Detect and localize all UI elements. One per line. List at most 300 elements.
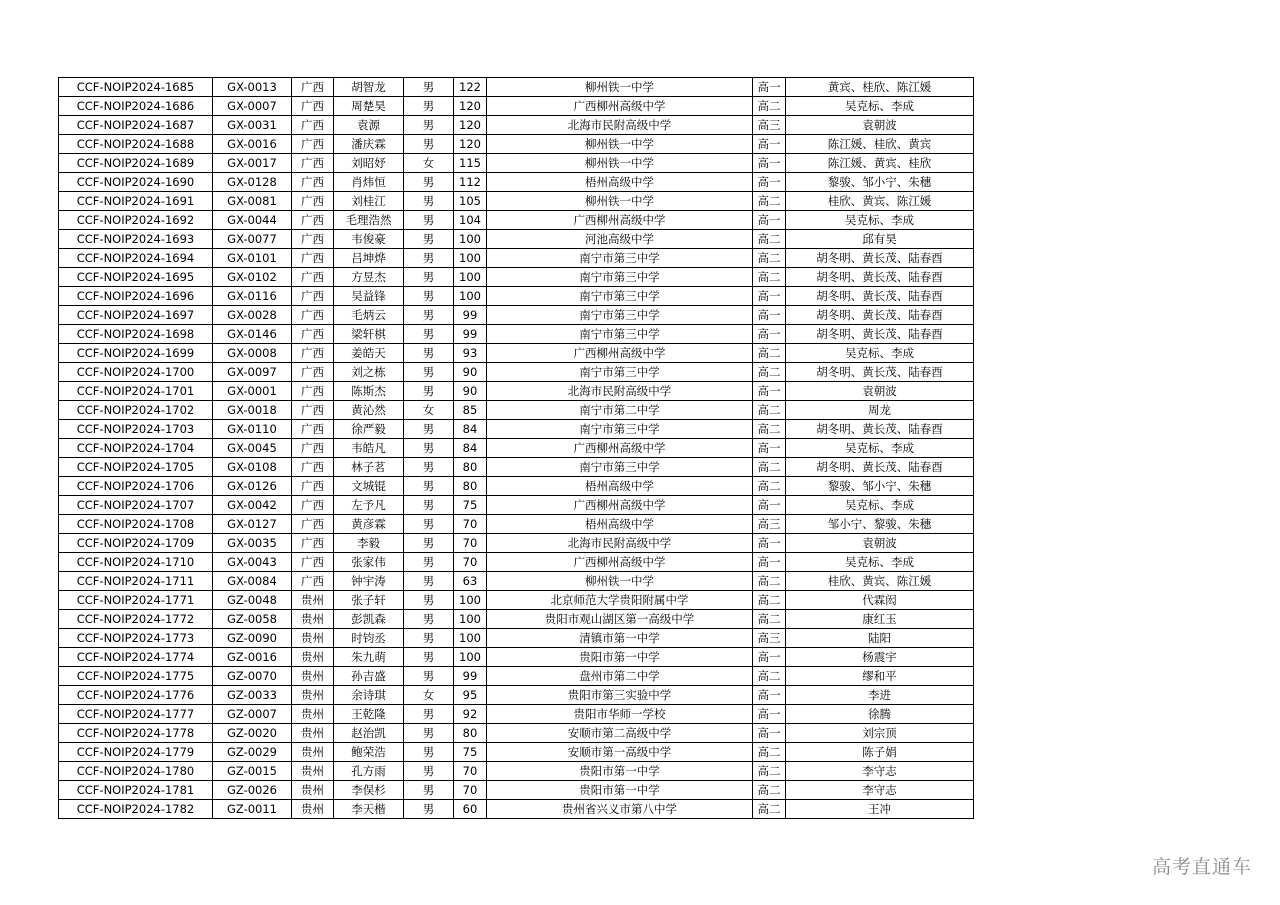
- school-cell: 广西柳州高级中学: [487, 496, 753, 515]
- cert-id-cell: CCF-NOIP2024-1695: [59, 268, 213, 287]
- score-cell: 99: [454, 306, 487, 325]
- score-cell: 84: [454, 420, 487, 439]
- name-cell: 黄彦霖: [334, 515, 404, 534]
- exam-id-cell: GX-0044: [213, 211, 292, 230]
- table-row: [59, 287, 974, 306]
- grade-cell: 高三: [753, 515, 786, 534]
- score-cell: 100: [454, 629, 487, 648]
- province-cell: 广西: [292, 192, 334, 211]
- province-cell: 广西: [292, 97, 334, 116]
- cert-id-cell: CCF-NOIP2024-1775: [59, 667, 213, 686]
- coach-cell: 徐腾: [786, 705, 974, 724]
- table-row: [59, 686, 974, 705]
- score-cell: 70: [454, 762, 487, 781]
- cert-id-cell: CCF-NOIP2024-1693: [59, 230, 213, 249]
- school-cell: 安顺市第二高级中学: [487, 724, 753, 743]
- gender-cell: 男: [404, 439, 454, 458]
- score-cell: 70: [454, 534, 487, 553]
- exam-id-cell: GX-0016: [213, 135, 292, 154]
- grade-cell: 高二: [753, 610, 786, 629]
- school-cell: 南宁市第三中学: [487, 458, 753, 477]
- province-cell: 广西: [292, 287, 334, 306]
- coach-cell: 李进: [786, 686, 974, 705]
- gender-cell: 男: [404, 477, 454, 496]
- province-cell: 广西: [292, 173, 334, 192]
- exam-id-cell: GX-0128: [213, 173, 292, 192]
- grade-cell: 高二: [753, 420, 786, 439]
- province-cell: 广西: [292, 572, 334, 591]
- name-cell: 鲍荣浩: [334, 743, 404, 762]
- gender-cell: 男: [404, 534, 454, 553]
- gender-cell: 男: [404, 515, 454, 534]
- exam-id-cell: GZ-0033: [213, 686, 292, 705]
- cert-id-cell: CCF-NOIP2024-1698: [59, 325, 213, 344]
- province-cell: 贵州: [292, 648, 334, 667]
- coach-cell: 陈江媛、黄宾、桂欣: [786, 154, 974, 173]
- coach-cell: 胡冬明、黄长茂、陆春酉: [786, 287, 974, 306]
- coach-cell: 袁朝波: [786, 534, 974, 553]
- grade-cell: 高二: [753, 97, 786, 116]
- school-cell: 柳州铁一中学: [487, 78, 753, 97]
- name-cell: 左予凡: [334, 496, 404, 515]
- grade-cell: 高一: [753, 648, 786, 667]
- name-cell: 钟宇涛: [334, 572, 404, 591]
- grade-cell: 高一: [753, 135, 786, 154]
- grade-cell: 高一: [753, 705, 786, 724]
- province-cell: 贵州: [292, 686, 334, 705]
- cert-id-cell: CCF-NOIP2024-1705: [59, 458, 213, 477]
- province-cell: 广西: [292, 363, 334, 382]
- table-row: [59, 211, 974, 230]
- exam-id-cell: GX-0110: [213, 420, 292, 439]
- exam-id-cell: GX-0101: [213, 249, 292, 268]
- grade-cell: 高二: [753, 667, 786, 686]
- grade-cell: 高二: [753, 477, 786, 496]
- coach-cell: 缪和平: [786, 667, 974, 686]
- province-cell: 广西: [292, 211, 334, 230]
- table-row: [59, 762, 974, 781]
- exam-id-cell: GZ-0015: [213, 762, 292, 781]
- score-cell: 90: [454, 382, 487, 401]
- exam-id-cell: GX-0108: [213, 458, 292, 477]
- table-row: [59, 629, 974, 648]
- gender-cell: 男: [404, 287, 454, 306]
- gender-cell: 男: [404, 648, 454, 667]
- exam-id-cell: GX-0035: [213, 534, 292, 553]
- grade-cell: 高一: [753, 287, 786, 306]
- school-cell: 贵阳市华师一学校: [487, 705, 753, 724]
- gender-cell: 男: [404, 724, 454, 743]
- cert-id-cell: CCF-NOIP2024-1776: [59, 686, 213, 705]
- table-row: [59, 477, 974, 496]
- table-row: [59, 154, 974, 173]
- table-row: [59, 306, 974, 325]
- coach-cell: 杨震宇: [786, 648, 974, 667]
- table-row: [59, 534, 974, 553]
- gender-cell: 男: [404, 553, 454, 572]
- cert-id-cell: CCF-NOIP2024-1708: [59, 515, 213, 534]
- cert-id-cell: CCF-NOIP2024-1781: [59, 781, 213, 800]
- score-cell: 115: [454, 154, 487, 173]
- school-cell: 南宁市第三中学: [487, 306, 753, 325]
- exam-id-cell: GZ-0026: [213, 781, 292, 800]
- coach-cell: 吴克标、李成: [786, 211, 974, 230]
- province-cell: 广西: [292, 515, 334, 534]
- score-cell: 104: [454, 211, 487, 230]
- gender-cell: 男: [404, 781, 454, 800]
- name-cell: 刘桂江: [334, 192, 404, 211]
- name-cell: 李毅: [334, 534, 404, 553]
- gender-cell: 男: [404, 743, 454, 762]
- exam-id-cell: GX-0008: [213, 344, 292, 363]
- province-cell: 广西: [292, 382, 334, 401]
- school-cell: 广西柳州高级中学: [487, 439, 753, 458]
- table-row: [59, 268, 974, 287]
- grade-cell: 高一: [753, 382, 786, 401]
- province-cell: 广西: [292, 230, 334, 249]
- score-cell: 75: [454, 743, 487, 762]
- score-cell: 63: [454, 572, 487, 591]
- score-cell: 112: [454, 173, 487, 192]
- school-cell: 河池高级中学: [487, 230, 753, 249]
- school-cell: 北海市民附高级中学: [487, 534, 753, 553]
- exam-id-cell: GX-0097: [213, 363, 292, 382]
- score-cell: 93: [454, 344, 487, 363]
- score-cell: 70: [454, 553, 487, 572]
- coach-cell: 胡冬明、黄长茂、陆春酉: [786, 420, 974, 439]
- gender-cell: 男: [404, 591, 454, 610]
- school-cell: 南宁市第三中学: [487, 363, 753, 382]
- coach-cell: 桂欣、黄宾、陈江媛: [786, 572, 974, 591]
- cert-id-cell: CCF-NOIP2024-1694: [59, 249, 213, 268]
- province-cell: 贵州: [292, 800, 334, 819]
- name-cell: 孔方雨: [334, 762, 404, 781]
- gender-cell: 男: [404, 306, 454, 325]
- school-cell: 南宁市第三中学: [487, 420, 753, 439]
- score-cell: 100: [454, 591, 487, 610]
- score-cell: 95: [454, 686, 487, 705]
- school-cell: 广西柳州高级中学: [487, 344, 753, 363]
- coach-cell: 黄宾、桂欣、陈江媛: [786, 78, 974, 97]
- score-cell: 85: [454, 401, 487, 420]
- province-cell: 贵州: [292, 610, 334, 629]
- score-cell: 100: [454, 287, 487, 306]
- exam-id-cell: GX-0126: [213, 477, 292, 496]
- province-cell: 广西: [292, 154, 334, 173]
- watermark: 高考直通车: [1151, 856, 1252, 878]
- coach-cell: 李守志: [786, 781, 974, 800]
- grade-cell: 高三: [753, 116, 786, 135]
- name-cell: 韦俊豪: [334, 230, 404, 249]
- school-cell: 南宁市第三中学: [487, 268, 753, 287]
- gender-cell: 男: [404, 192, 454, 211]
- table-row: [59, 116, 974, 135]
- school-cell: 梧州高级中学: [487, 173, 753, 192]
- cert-id-cell: CCF-NOIP2024-1700: [59, 363, 213, 382]
- coach-cell: 胡冬明、黄长茂、陆春酉: [786, 249, 974, 268]
- coach-cell: 吴克标、李成: [786, 553, 974, 572]
- grade-cell: 高二: [753, 762, 786, 781]
- table-row: [59, 325, 974, 344]
- cert-id-cell: CCF-NOIP2024-1702: [59, 401, 213, 420]
- name-cell: 徐严毅: [334, 420, 404, 439]
- name-cell: 刘昭妤: [334, 154, 404, 173]
- coach-cell: 王冲: [786, 800, 974, 819]
- exam-id-cell: GX-0077: [213, 230, 292, 249]
- name-cell: 王乾隆: [334, 705, 404, 724]
- exam-id-cell: GZ-0090: [213, 629, 292, 648]
- exam-id-cell: GX-0013: [213, 78, 292, 97]
- province-cell: 广西: [292, 78, 334, 97]
- gender-cell: 男: [404, 420, 454, 439]
- gender-cell: 男: [404, 211, 454, 230]
- coach-cell: 邱有昊: [786, 230, 974, 249]
- exam-id-cell: GZ-0070: [213, 667, 292, 686]
- name-cell: 李俣杉: [334, 781, 404, 800]
- exam-id-cell: GX-0031: [213, 116, 292, 135]
- name-cell: 时钧丞: [334, 629, 404, 648]
- grade-cell: 高一: [753, 325, 786, 344]
- grade-cell: 高二: [753, 268, 786, 287]
- cert-id-cell: CCF-NOIP2024-1777: [59, 705, 213, 724]
- grade-cell: 高一: [753, 154, 786, 173]
- school-cell: 梧州高级中学: [487, 515, 753, 534]
- cert-id-cell: CCF-NOIP2024-1707: [59, 496, 213, 515]
- school-cell: 盘州市第二中学: [487, 667, 753, 686]
- school-cell: 南宁市第二中学: [487, 401, 753, 420]
- exam-id-cell: GX-0084: [213, 572, 292, 591]
- score-cell: 120: [454, 135, 487, 154]
- coach-cell: 吴克标、李成: [786, 344, 974, 363]
- table-row: [59, 705, 974, 724]
- name-cell: 李天楷: [334, 800, 404, 819]
- coach-cell: 吴克标、李成: [786, 97, 974, 116]
- province-cell: 贵州: [292, 705, 334, 724]
- score-cell: 80: [454, 724, 487, 743]
- table-row: [59, 648, 974, 667]
- table-row: [59, 572, 974, 591]
- province-cell: 广西: [292, 496, 334, 515]
- gender-cell: 女: [404, 401, 454, 420]
- province-cell: 贵州: [292, 762, 334, 781]
- coach-cell: 周龙: [786, 401, 974, 420]
- school-cell: 贵阳市观山湖区第一高级中学: [487, 610, 753, 629]
- gender-cell: 男: [404, 325, 454, 344]
- name-cell: 林子茗: [334, 458, 404, 477]
- exam-id-cell: GX-0001: [213, 382, 292, 401]
- cert-id-cell: CCF-NOIP2024-1697: [59, 306, 213, 325]
- grade-cell: 高一: [753, 439, 786, 458]
- score-cell: 70: [454, 781, 487, 800]
- grade-cell: 高二: [753, 800, 786, 819]
- grade-cell: 高二: [753, 572, 786, 591]
- table-row: [59, 420, 974, 439]
- table-row: [59, 496, 974, 515]
- exam-id-cell: GX-0116: [213, 287, 292, 306]
- cert-id-cell: CCF-NOIP2024-1704: [59, 439, 213, 458]
- score-cell: 100: [454, 230, 487, 249]
- gender-cell: 男: [404, 344, 454, 363]
- cert-id-cell: CCF-NOIP2024-1699: [59, 344, 213, 363]
- name-cell: 孙吉盛: [334, 667, 404, 686]
- score-cell: 100: [454, 249, 487, 268]
- coach-cell: 黎骏、邹小宁、朱穗: [786, 477, 974, 496]
- grade-cell: 高二: [753, 249, 786, 268]
- coach-cell: 胡冬明、黄长茂、陆春酉: [786, 306, 974, 325]
- name-cell: 吕坤烨: [334, 249, 404, 268]
- cert-id-cell: CCF-NOIP2024-1778: [59, 724, 213, 743]
- exam-id-cell: GZ-0016: [213, 648, 292, 667]
- gender-cell: 男: [404, 629, 454, 648]
- table-row: [59, 743, 974, 762]
- cert-id-cell: CCF-NOIP2024-1710: [59, 553, 213, 572]
- school-cell: 贵阳市第一中学: [487, 648, 753, 667]
- cert-id-cell: CCF-NOIP2024-1687: [59, 116, 213, 135]
- province-cell: 广西: [292, 135, 334, 154]
- school-cell: 贵阳市第三实验中学: [487, 686, 753, 705]
- grade-cell: 高二: [753, 591, 786, 610]
- gender-cell: 男: [404, 363, 454, 382]
- name-cell: 姜皓天: [334, 344, 404, 363]
- exam-id-cell: GX-0146: [213, 325, 292, 344]
- exam-id-cell: GX-0018: [213, 401, 292, 420]
- province-cell: 贵州: [292, 591, 334, 610]
- table-row: [59, 249, 974, 268]
- gender-cell: 男: [404, 135, 454, 154]
- exam-id-cell: GX-0017: [213, 154, 292, 173]
- grade-cell: 高一: [753, 496, 786, 515]
- gender-cell: 男: [404, 705, 454, 724]
- coach-cell: 袁朝波: [786, 116, 974, 135]
- gender-cell: 男: [404, 496, 454, 515]
- province-cell: 广西: [292, 325, 334, 344]
- coach-cell: 胡冬明、黄长茂、陆春酉: [786, 268, 974, 287]
- name-cell: 梁轩棋: [334, 325, 404, 344]
- school-cell: 广西柳州高级中学: [487, 553, 753, 572]
- table-row: [59, 610, 974, 629]
- school-cell: 南宁市第三中学: [487, 287, 753, 306]
- score-cell: 100: [454, 648, 487, 667]
- gender-cell: 男: [404, 458, 454, 477]
- province-cell: 贵州: [292, 667, 334, 686]
- coach-cell: 胡冬明、黄长茂、陆春酉: [786, 363, 974, 382]
- province-cell: 广西: [292, 477, 334, 496]
- table-row: [59, 724, 974, 743]
- cert-id-cell: CCF-NOIP2024-1711: [59, 572, 213, 591]
- score-cell: 120: [454, 116, 487, 135]
- gender-cell: 男: [404, 382, 454, 401]
- score-cell: 99: [454, 325, 487, 344]
- grade-cell: 高二: [753, 363, 786, 382]
- grade-cell: 高一: [753, 686, 786, 705]
- cert-id-cell: CCF-NOIP2024-1772: [59, 610, 213, 629]
- grade-cell: 高一: [753, 173, 786, 192]
- name-cell: 方昱杰: [334, 268, 404, 287]
- table-row: [59, 344, 974, 363]
- gender-cell: 男: [404, 97, 454, 116]
- name-cell: 袁源: [334, 116, 404, 135]
- name-cell: 吴益锋: [334, 287, 404, 306]
- score-cell: 80: [454, 477, 487, 496]
- cert-id-cell: CCF-NOIP2024-1774: [59, 648, 213, 667]
- exam-id-cell: GX-0081: [213, 192, 292, 211]
- score-cell: 80: [454, 458, 487, 477]
- province-cell: 广西: [292, 420, 334, 439]
- results-table: [58, 77, 974, 819]
- name-cell: 张家伟: [334, 553, 404, 572]
- gender-cell: 男: [404, 667, 454, 686]
- cert-id-cell: CCF-NOIP2024-1691: [59, 192, 213, 211]
- school-cell: 安顺市第一高级中学: [487, 743, 753, 762]
- cert-id-cell: CCF-NOIP2024-1688: [59, 135, 213, 154]
- exam-id-cell: GX-0102: [213, 268, 292, 287]
- table-row: [59, 667, 974, 686]
- cert-id-cell: CCF-NOIP2024-1773: [59, 629, 213, 648]
- gender-cell: 男: [404, 572, 454, 591]
- gender-cell: 男: [404, 268, 454, 287]
- score-cell: 90: [454, 363, 487, 382]
- score-cell: 70: [454, 515, 487, 534]
- exam-id-cell: GZ-0058: [213, 610, 292, 629]
- name-cell: 周楚昊: [334, 97, 404, 116]
- table-row: [59, 458, 974, 477]
- school-cell: 柳州铁一中学: [487, 154, 753, 173]
- grade-cell: 高一: [753, 534, 786, 553]
- coach-cell: 袁朝波: [786, 382, 974, 401]
- coach-cell: 康红玉: [786, 610, 974, 629]
- province-cell: 贵州: [292, 724, 334, 743]
- school-cell: 梧州高级中学: [487, 477, 753, 496]
- cert-id-cell: CCF-NOIP2024-1696: [59, 287, 213, 306]
- school-cell: 南宁市第三中学: [487, 249, 753, 268]
- name-cell: 赵治凯: [334, 724, 404, 743]
- exam-id-cell: GX-0028: [213, 306, 292, 325]
- gender-cell: 男: [404, 116, 454, 135]
- cert-id-cell: CCF-NOIP2024-1685: [59, 78, 213, 97]
- name-cell: 余诗琪: [334, 686, 404, 705]
- table-row: [59, 363, 974, 382]
- coach-cell: 陈江媛、桂欣、黄宾: [786, 135, 974, 154]
- province-cell: 广西: [292, 268, 334, 287]
- exam-id-cell: GZ-0020: [213, 724, 292, 743]
- coach-cell: 陆阳: [786, 629, 974, 648]
- grade-cell: 高一: [753, 78, 786, 97]
- province-cell: 广西: [292, 439, 334, 458]
- gender-cell: 男: [404, 800, 454, 819]
- cert-id-cell: CCF-NOIP2024-1689: [59, 154, 213, 173]
- name-cell: 毛炳云: [334, 306, 404, 325]
- province-cell: 广西: [292, 344, 334, 363]
- province-cell: 广西: [292, 249, 334, 268]
- school-cell: 柳州铁一中学: [487, 135, 753, 154]
- grade-cell: 高二: [753, 781, 786, 800]
- table-row: [59, 781, 974, 800]
- gender-cell: 男: [404, 249, 454, 268]
- score-cell: 92: [454, 705, 487, 724]
- cert-id-cell: CCF-NOIP2024-1779: [59, 743, 213, 762]
- score-cell: 99: [454, 667, 487, 686]
- cert-id-cell: CCF-NOIP2024-1771: [59, 591, 213, 610]
- grade-cell: 高二: [753, 192, 786, 211]
- coach-cell: 胡冬明、黄长茂、陆春酉: [786, 325, 974, 344]
- exam-id-cell: GX-0045: [213, 439, 292, 458]
- exam-id-cell: GX-0007: [213, 97, 292, 116]
- gender-cell: 女: [404, 154, 454, 173]
- coach-cell: 胡冬明、黄长茂、陆春酉: [786, 458, 974, 477]
- score-cell: 100: [454, 610, 487, 629]
- name-cell: 陈斯杰: [334, 382, 404, 401]
- school-cell: 柳州铁一中学: [487, 192, 753, 211]
